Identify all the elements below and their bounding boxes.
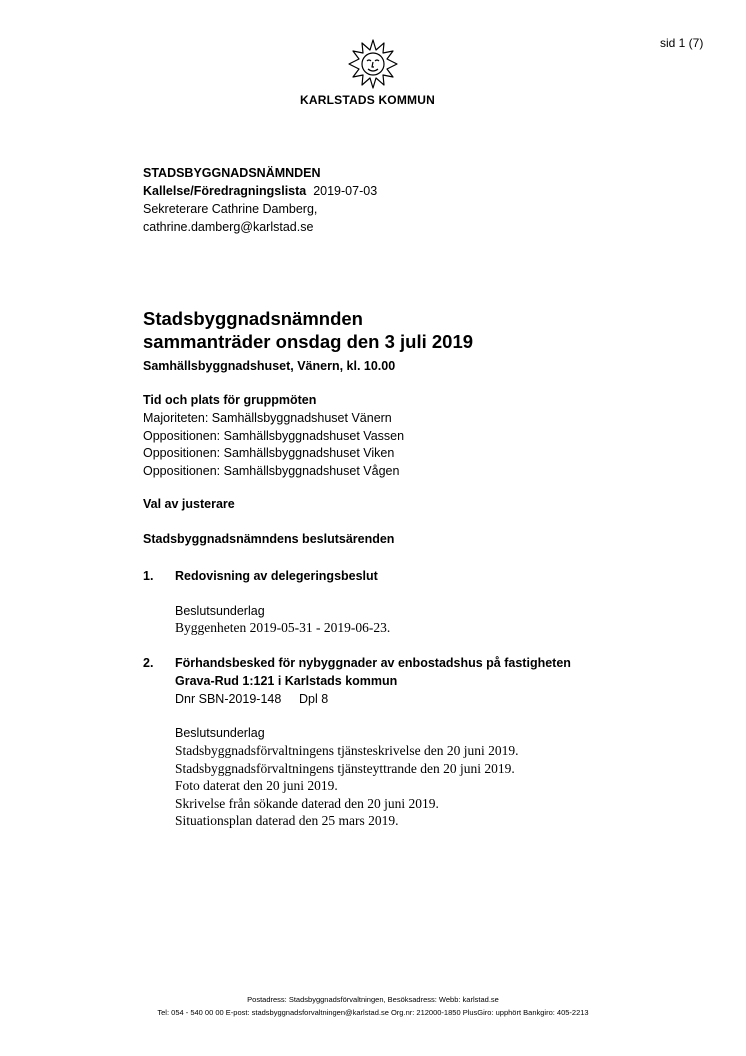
list-item: Oppositionen: Samhällsbyggnadshuset Vågen [143,463,400,478]
list-item: Situationsplan daterad den 25 mars 2019. [175,813,399,829]
item-2-dnr: Dnr SBN-2019-148 [175,692,282,706]
item-1-underlag: Byggenheten 2019-05-31 - 2019-06-23. [175,620,391,635]
list-item: Oppositionen: Samhällsbyggnadshuset Vassen [143,428,405,443]
item-2-title-line-2: Grava-Rud 1:121 i Karlstads kommun [175,674,398,688]
item-1-title: Redovisning av delegeringsbeslut [175,569,378,583]
department-heading: STADSBYGGNADSNÄMNDEN [143,166,321,180]
group-meetings-heading: Tid och plats för gruppmöten [143,393,317,407]
item-2-underlag-heading: Beslutsunderlag [175,726,265,740]
beslutsarenden-heading: Stadsbyggnadsnämndens beslutsärenden [143,532,395,546]
page-number: sid 1 (7) [660,36,704,50]
logo-text: KARLSTADS KOMMUN [300,93,435,107]
doc-type: Kallelse/Föredragningslista [143,184,307,198]
meeting-place: Samhällsbyggnadshuset, Vänern, kl. 10.00 [143,359,396,373]
secretary: Sekreterare Cathrine Damberg, [143,202,318,216]
list-item: Majoriteten: Samhällsbyggnadshuset Vänern [143,411,392,425]
item-1-number: 1. [143,569,154,583]
list-item: Foto daterat den 20 juni 2019. [175,778,338,794]
doc-type-line [143,184,377,198]
footer-address: Postadress: Stadsbyggnadsförvaltningen, Besöksadress: Webb: karlstad.se [247,995,499,1004]
item-2-underlag-list [175,742,518,830]
item-1-underlag-heading: Beslutsunderlag [175,604,265,618]
item-2-title-line-1: Förhandsbesked för nybyggnader av enbostadshus på fastigheten [175,656,571,670]
title-line-2: sammanträder onsdag den 3 juli 2019 [143,331,474,352]
group-meetings-list [143,410,404,480]
list-item: Oppositionen: Samhällsbyggnadshuset Viken [143,446,395,460]
list-item: Stadsbyggnadsförvaltningens tjänsteskrivelse den 20 juni 2019. [175,743,519,758]
list-item: Stadsbyggnadsförvaltningens tjänsteyttrande den 20 juni 2019. [175,760,515,776]
list-item: Skrivelse från sökande daterad den 20 juni 2019. [175,795,439,811]
justerare-heading: Val av justerare [143,497,235,511]
doc-date: 2019-07-03 [313,184,378,198]
item-2-number: 2. [143,656,154,670]
footer-contact: Tel: 054 - 540 00 00 E-post: stadsbyggnadsforvaltningen@karlstad.se Org.nr: 212000-1850 PlusGiro: upphört Bankgiro: 405-2213 [157,1008,589,1017]
title-line-1: Stadsbyggnadsnämnden [143,308,363,329]
item-2-dpl: Dpl 8 [299,692,329,706]
sun-logo-icon [347,38,399,90]
secretary-email: cathrine.damberg@karlstad.se [143,220,314,234]
